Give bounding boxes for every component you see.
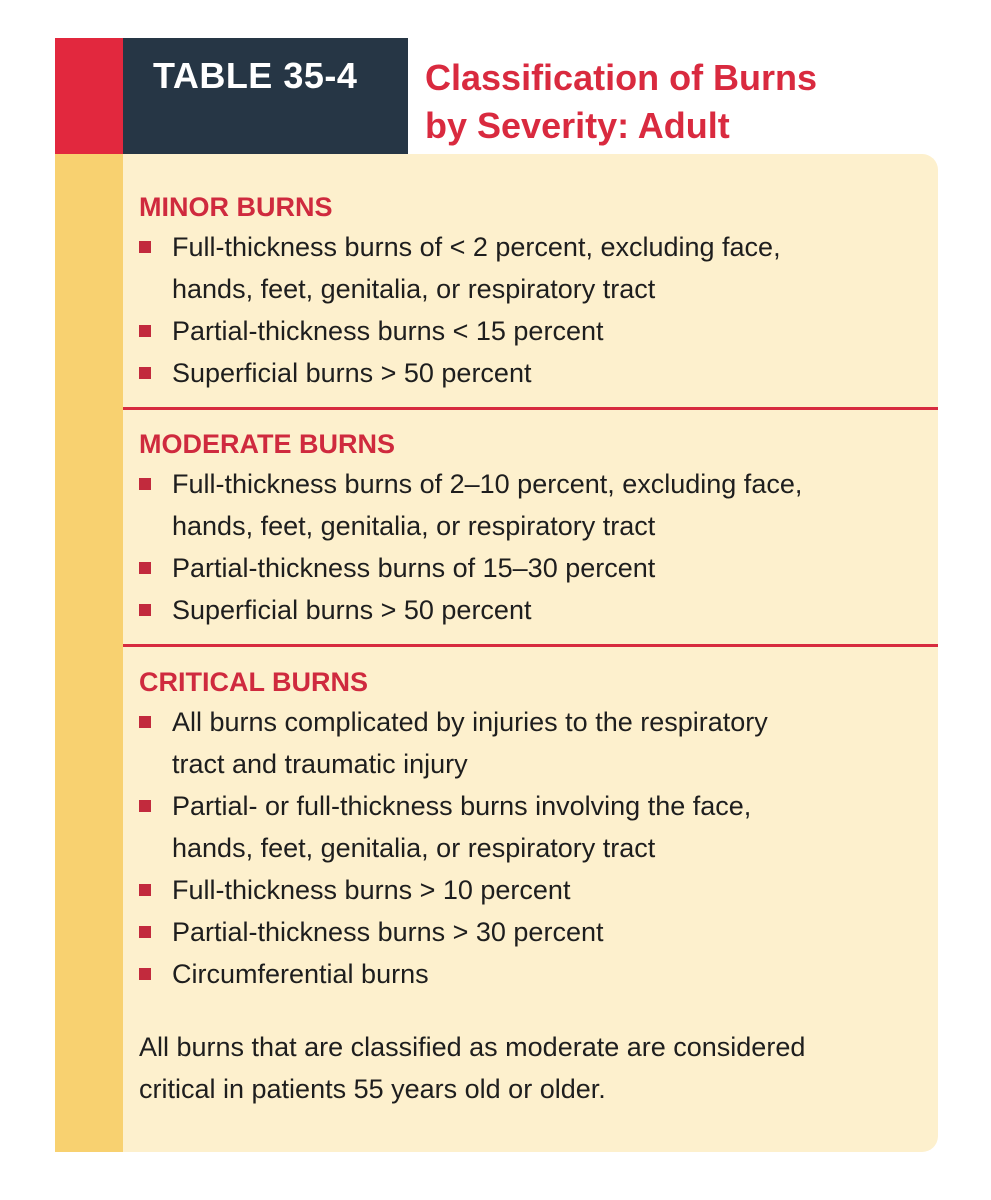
list-item	[123, 310, 932, 352]
table-number-box	[123, 38, 408, 154]
section-divider	[123, 407, 938, 410]
item-text: Superficial burns > 50 percent	[172, 595, 532, 625]
side-strip	[55, 154, 123, 1152]
section-moderate-burns	[123, 427, 938, 631]
bullet-square-icon	[139, 884, 151, 896]
criteria-list	[123, 701, 938, 995]
item-text: tract and traumatic injury	[172, 749, 468, 779]
accent-block	[55, 38, 123, 154]
list-item	[123, 547, 932, 589]
bullet-square-icon	[139, 325, 151, 337]
section-heading: CRITICAL BURNS	[139, 667, 368, 697]
table-body	[123, 154, 938, 1152]
item-text: Partial-thickness burns > 30 percent	[172, 917, 604, 947]
section-divider	[123, 644, 938, 647]
item-text: Superficial burns > 50 percent	[172, 358, 532, 388]
list-item	[123, 911, 932, 953]
item-text: Partial-thickness burns < 15 percent	[172, 316, 604, 346]
list-item	[123, 226, 932, 310]
item-text: hands, feet, genitalia, or respiratory tract	[172, 833, 656, 863]
table-title-line-1: Classification of Burns	[425, 57, 818, 98]
table-title-line-2: by Severity: Adult	[425, 105, 730, 146]
list-item	[123, 869, 932, 911]
section-critical-burns	[123, 665, 938, 995]
table-title	[425, 54, 865, 150]
item-text: Full-thickness burns of < 2 percent, excluding face,	[172, 232, 781, 262]
criteria-list	[123, 463, 938, 631]
table-number: TABLE 35-4	[153, 55, 358, 96]
footnote	[139, 1026, 805, 1110]
item-text: Full-thickness burns > 10 percent	[172, 875, 571, 905]
bullet-square-icon	[139, 562, 151, 574]
footnote-line-2: critical in patients 55 years old or older.	[139, 1074, 606, 1104]
item-text: Circumferential burns	[172, 959, 429, 989]
list-item	[123, 352, 932, 394]
section-minor-burns	[123, 190, 938, 394]
item-text: hands, feet, genitalia, or respiratory tract	[172, 274, 656, 304]
list-item	[123, 953, 932, 995]
bullet-square-icon	[139, 716, 151, 728]
bullet-square-icon	[139, 478, 151, 490]
item-text: Full-thickness burns of 2–10 percent, excluding face,	[172, 469, 803, 499]
bullet-square-icon	[139, 604, 151, 616]
section-heading: MODERATE BURNS	[139, 429, 395, 459]
item-text: All burns complicated by injuries to the respiratory	[172, 707, 768, 737]
list-item	[123, 785, 932, 869]
bullet-square-icon	[139, 241, 151, 253]
item-text: Partial-thickness burns of 15–30 percent	[172, 553, 656, 583]
bullet-square-icon	[139, 800, 151, 812]
bullet-square-icon	[139, 968, 151, 980]
item-text: hands, feet, genitalia, or respiratory tract	[172, 511, 656, 541]
bullet-square-icon	[139, 926, 151, 938]
item-text: Partial- or full-thickness burns involving the face,	[172, 791, 752, 821]
criteria-list	[123, 226, 938, 394]
list-item	[123, 701, 932, 785]
section-heading: MINOR BURNS	[139, 192, 333, 222]
list-item	[123, 463, 932, 547]
list-item	[123, 589, 932, 631]
bullet-square-icon	[139, 367, 151, 379]
footnote-line-1: All burns that are classified as moderate are considered	[139, 1032, 806, 1062]
